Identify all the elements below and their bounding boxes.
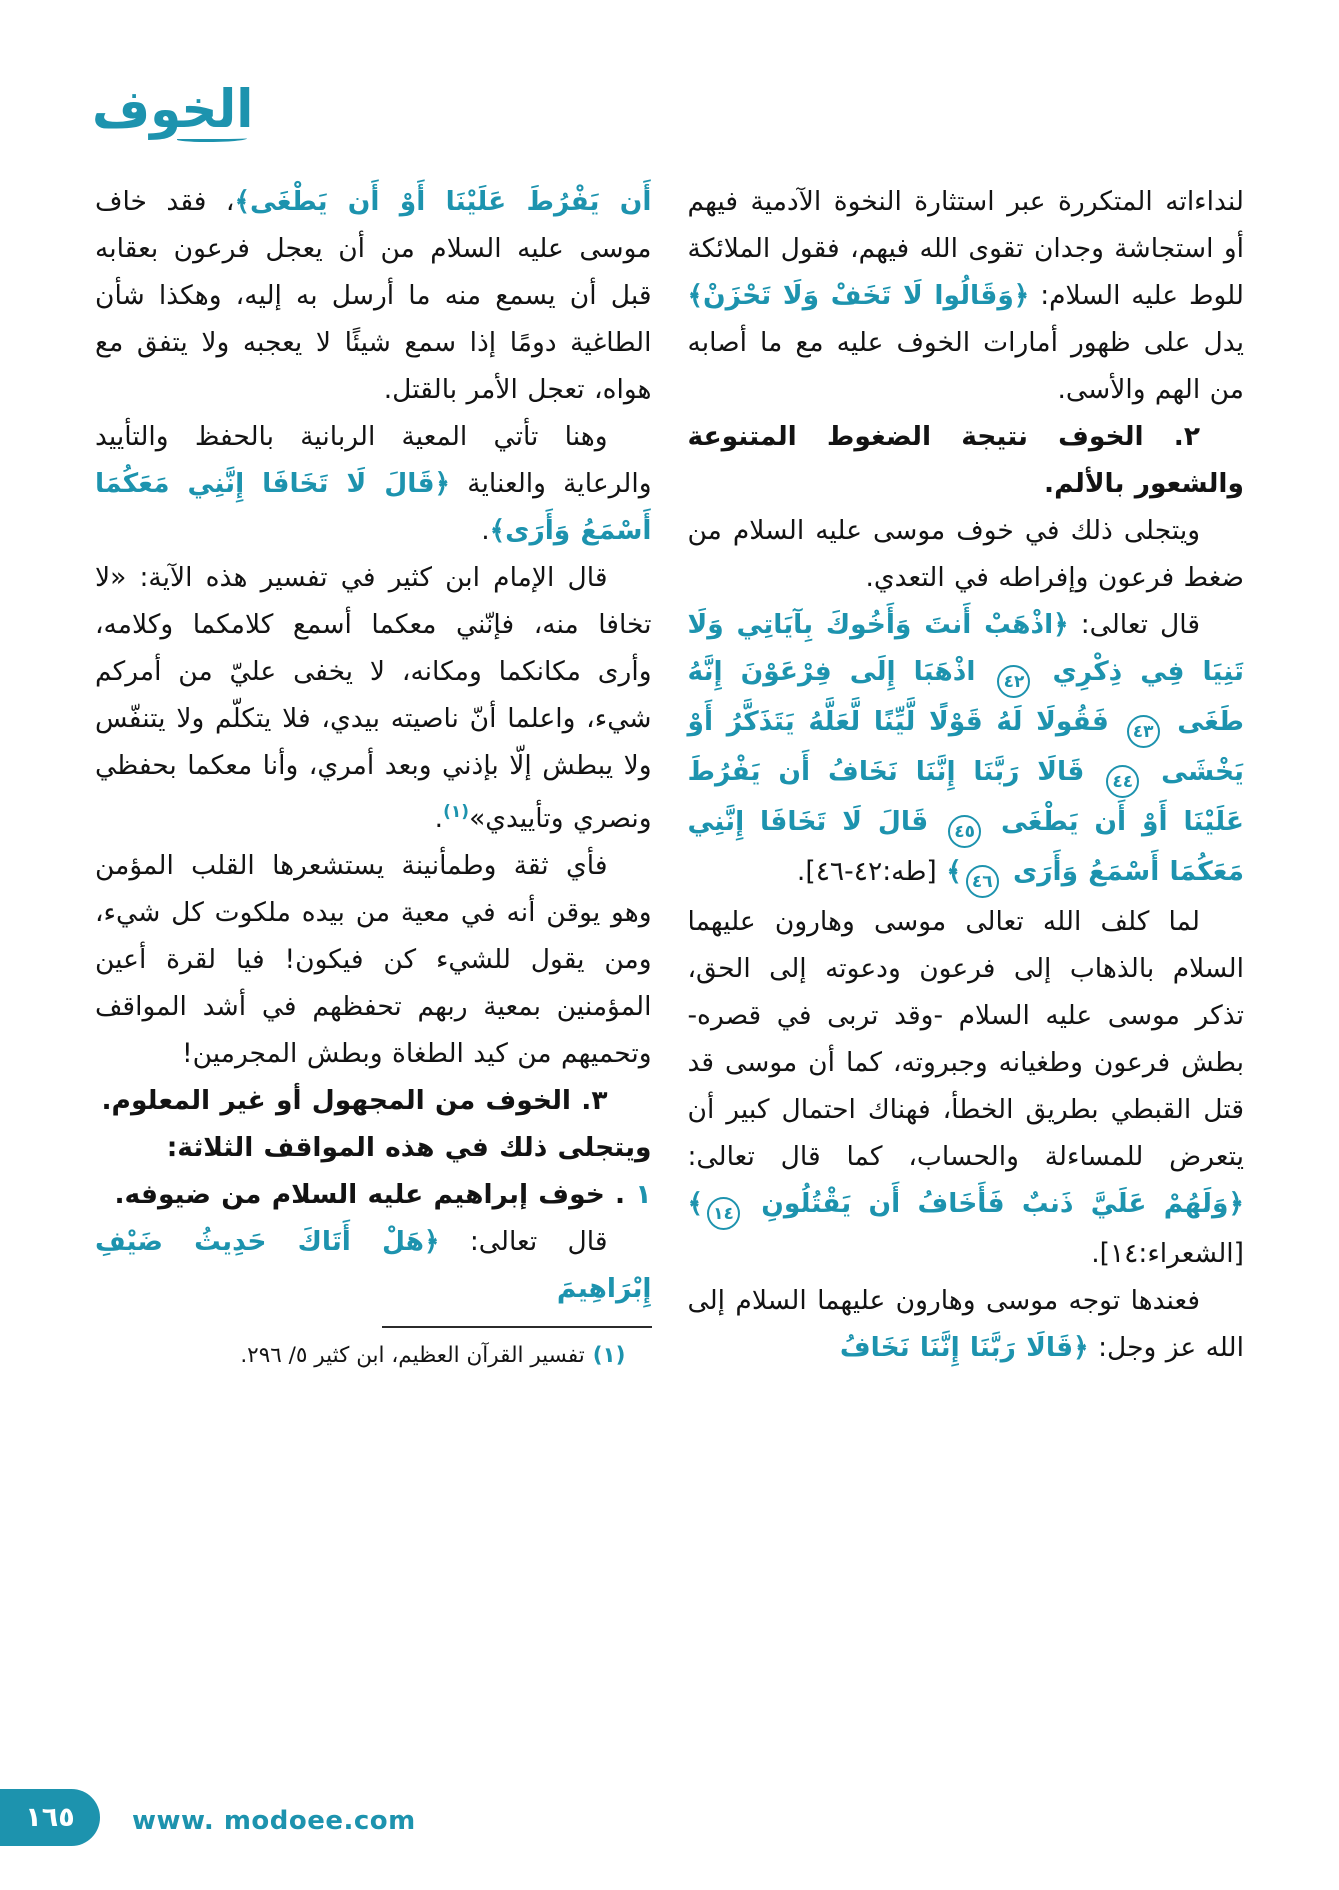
left-column-paragraph [95, 554, 652, 842]
page-number-badge [0, 1789, 100, 1846]
heading-text: ٣. الخوف من المجهول أو غير المعلوم. [101, 1084, 608, 1116]
quran-quote: اذْهَبَا إِلَى فِرْعَوْنَ إِنَّهُ طَغَى [687, 656, 1244, 737]
ayah-number: ٤٤ [1106, 765, 1139, 798]
right-column-paragraph [688, 413, 1245, 507]
left-column-paragraphs [95, 178, 652, 1312]
left-column-paragraph [95, 413, 652, 554]
ayah-number: ٤٢ [997, 665, 1030, 698]
left-column-paragraph [95, 1077, 652, 1124]
text-segment: وهنا تأتي المعية الربانية بالحفظ والتأييد والرعاية والعناية [95, 421, 652, 499]
ayah-number: ٤٥ [948, 815, 981, 848]
text-segment: قال تعالى: [1068, 609, 1200, 640]
left-column-paragraph [95, 1218, 652, 1312]
text-segment: ، فقد خاف موسى عليه السلام من أن يعجل فرعون بعقابه قبل أن يسمع منه ما أرسل به إليه، وهكذا شأن الطاغية دومًا إذا سمع شيئًا لا يعجبه ولا يتفق مع هواه، تعجل الأمر بالقتل. [95, 186, 652, 405]
left-column-paragraph [95, 842, 652, 1077]
right-column-paragraph [688, 1277, 1245, 1371]
text-segment: ويتجلى ذلك في خوف موسى عليه السلام من ضغط فرعون وإفراطه في التعدي. [687, 515, 1244, 593]
left-column-paragraph [95, 178, 652, 413]
quran-quote: ﴿وَقَالُوا لَا تَخَفْ وَلَا تَحْزَنْ﴾ [687, 280, 1030, 311]
website-url: www. modoee.com [132, 1806, 416, 1836]
footnote-ref: (١) [443, 802, 470, 822]
quran-quote: ﴾ [687, 1188, 704, 1219]
left-column-paragraph [95, 1124, 652, 1171]
quran-quote: ﴾ [946, 856, 962, 887]
quran-quote: ﴿قَالَا رَبَّنَا إِنَّنَا نَخَافُ [839, 1332, 1089, 1363]
text-segment: . [434, 802, 444, 834]
text-segment: [الشعراء:١٤]. [1091, 1238, 1244, 1269]
quran-quote: ﴿وَلَهُمْ عَلَيَّ ذَنبٌ فَأَخَافُ أَن يَقْتُلُونِ [744, 1188, 1244, 1219]
text-segment: لنداءاته المتكررة عبر استثارة النخوة الآدمية فيهم أو استجاشة وجدان تقوى الله فيهم، فقول الملائكة للوط عليه السلام: [687, 186, 1244, 311]
quran-quote: أَن يَفْرُطَ عَلَيْنَا أَوْ أَن يَطْغَى﴾ [234, 186, 652, 217]
text-segment: لما كلف الله تعالى موسى وهارون عليهما السلام بالذهاب إلى فرعون ودعوته إلى الحق، تذكر موسى عليه السلام -وقد تربى في قصره- بطش فرعون وطغيانه وجبروته، كما أن موسى قد قتل القبطي بطريق الخطأ، فهناك احتمال كبير أن يتعرض للمساءلة والحساب، كما قال تعالى: [687, 906, 1244, 1172]
ayah-number: ٤٦ [966, 865, 999, 898]
right-column-paragraph [688, 507, 1245, 601]
page-number: ١٦٥ [25, 1802, 75, 1833]
quran-quote: ﴿اذْهَبْ أَنتَ وَأَخُوكَ بِآيَاتِي وَلَا تَنِيَا فِي ذِكْرِي [687, 609, 1244, 687]
chapter-header [92, 78, 254, 142]
ayah-number: ٤٣ [1127, 715, 1160, 748]
footnote [95, 1338, 652, 1375]
footnote-area [95, 1326, 652, 1375]
quran-quote: ﴿هَلْ أَتَاكَ حَدِيثُ ضَيْفِ إِبْرَاهِيمَ [95, 1225, 652, 1304]
footnote-divider [382, 1326, 652, 1328]
quran-quote: فَقُولَا لَهُ قَوْلًا لَّيِّنًا لَّعَلَّهُ يَتَذَكَّرُ أَوْ يَخْشَى [687, 706, 1244, 787]
right-column [688, 178, 1245, 1374]
text-segment: فأي ثقة وطمأنينة يستشعرها القلب المؤمن وهو يوقن أنه في معية من بيده ملكوت كل شيء، ومن يقول للشيء كن فيكون! فيا لقرة أعين المؤمنين بمعية ربهم تحفظهم في أشد المواقف وتحميهم من كيد الطغاة وبطش المجرمين! [95, 849, 652, 1069]
heading-text: . خوف إبراهيم عليه السلام من ضيوفه. [114, 1178, 636, 1210]
list-number: ١ [635, 1178, 652, 1210]
text-segment: قال تعالى: [439, 1225, 608, 1257]
quran-quote: ﴿قَالَ لَا تَخَافَا إِنَّنِي مَعَكُمَا أَسْمَعُ وَأَرَى﴾ [95, 468, 652, 546]
page-content [95, 178, 1244, 1374]
quran-quote: قَالَا رَبَّنَا إِنَّنَا نَخَافُ أَن يَفْرُطَ عَلَيْنَا أَوْ أَن يَطْغَى [687, 756, 1244, 837]
right-column-paragraph [688, 178, 1245, 413]
left-column [95, 178, 652, 1374]
text-segment: [طه:٤٢-٤٦]. [796, 856, 947, 887]
right-column-paragraph [688, 601, 1245, 898]
text-segment: . [481, 515, 490, 546]
ayah-number: ١٤ [707, 1197, 740, 1230]
heading-text: ٢. الخوف نتيجة الضغوط المتنوعة والشعور بالألم. [687, 421, 1244, 499]
heading-text: ويتجلى ذلك في هذه المواقف الثلاثة: [166, 1131, 652, 1163]
right-column-paragraph [688, 898, 1245, 1277]
chapter-title: الخوف [92, 78, 254, 140]
text-segment: يدل على ظهور أمارات الخوف عليه مع ما أصابه من الهم والأسى. [687, 327, 1244, 405]
text-segment: قال الإمام ابن كثير في تفسير هذه الآية: «لا تخافا منه، فإنّني معكما أسمع كلامكما وكلامه، وأرى مكانكما ومكانه، لا يخفى عليّ من أمركم شيء، واعلما أنّ ناصيته بيدي، فلا يتكلّم ولا يتنفّس ولا يبطش إلّا بإذني وبعد أمري، وأنا معكما بحفظي ونصري وتأييدي» [95, 562, 652, 834]
text-segment: فعندها توجه موسى وهارون عليهما السلام إلى الله عز وجل: [687, 1285, 1244, 1363]
quran-quote: قَالَ لَا تَخَافَا إِنَّنِي مَعَكُمَا أَسْمَعُ وَأَرَى [687, 806, 1244, 887]
footnote-number: (١) [592, 1342, 626, 1368]
left-column-paragraph [95, 1171, 652, 1218]
footnote-text: تفسير القرآن العظيم، ابن كثير ٥/ ٢٩٦. [240, 1342, 585, 1368]
